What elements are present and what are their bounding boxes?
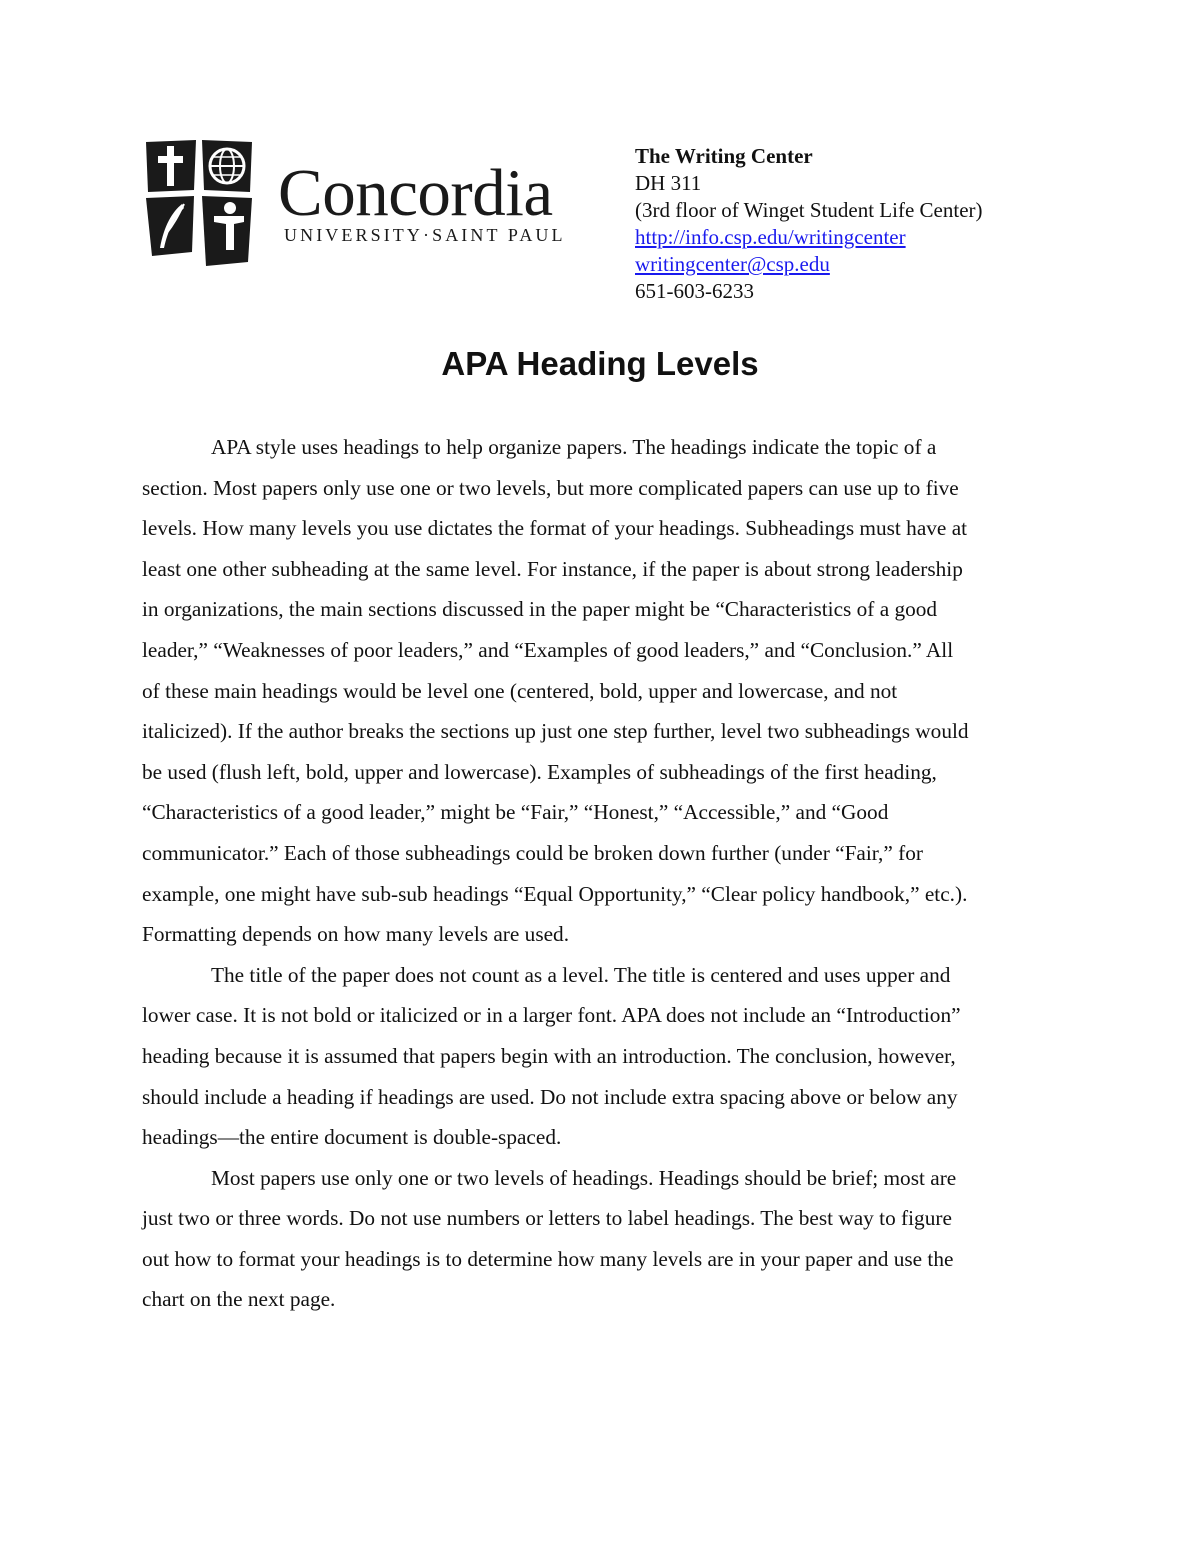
text-line: chart on the next page. — [142, 1287, 336, 1312]
text-line: Most papers use only one or two levels of headings. Headings should be brief; most are — [211, 1165, 957, 1190]
contact-block — [635, 143, 983, 305]
person-icon — [202, 196, 252, 266]
text-line: heading because it is assumed that papers begin with an introduction. The conclusion, however, — [142, 1043, 956, 1068]
page-title: APA Heading Levels — [441, 345, 759, 382]
logo-emblem — [144, 138, 256, 268]
text-line: least one other subheading at the same level. For instance, if the paper is about strong leadership — [142, 556, 963, 581]
globe-icon — [202, 140, 252, 192]
text-line: in organizations, the main sections discussed in the paper might be “Characteristics of a good — [142, 597, 938, 622]
text-line: The title of the paper does not count as a level. The title is centered and uses upper and — [211, 962, 951, 987]
text-line: be used (flush left, bold, upper and lowercase). Examples of subheadings of the first heading, — [142, 759, 937, 784]
text-line: should include a heading if headings are used. Do not include extra spacing above or below any — [142, 1084, 958, 1109]
email-link[interactable]: writingcenter@csp.edu — [635, 252, 830, 276]
phone-number: 651-603-6233 — [635, 279, 754, 303]
text-line: italicized). If the author breaks the sections up just one step further, level two subheadings would — [142, 719, 969, 744]
room-number: DH 311 — [635, 171, 702, 195]
document-body — [142, 427, 1062, 1320]
location-note: (3rd floor of Winget Student Life Center) — [635, 198, 983, 222]
text-line: Formatting depends on how many levels are used. — [142, 922, 570, 947]
cross-icon — [146, 140, 196, 192]
text-line: headings—the entire document is double-spaced. — [142, 1125, 562, 1150]
text-line: lower case. It is not bold or italicized or in a larger font. APA does not include an “Introduction” — [142, 1003, 961, 1028]
website-link[interactable]: http://info.csp.edu/writingcenter — [635, 225, 906, 249]
text-line: out how to format your headings is to determine how many levels are in your paper and use the — [142, 1246, 954, 1271]
text-line: “Characteristics of a good leader,” might be “Fair,” “Honest,” “Accessible,” and “Good — [142, 800, 889, 825]
paragraph-1 — [142, 427, 1062, 955]
text-line: just two or three words. Do not use numbers or letters to label headings. The best way to figure — [142, 1206, 952, 1231]
writing-center-name: The Writing Center — [635, 144, 813, 168]
logo-tagline: UNIVERSITY·SAINT PAUL — [284, 225, 566, 245]
text-line: APA style uses headings to help organize papers. The headings indicate the topic of a — [211, 435, 937, 459]
text-line: levels. How many levels you use dictates the format of your headings. Subheadings must have at — [142, 516, 968, 541]
text-line: of these main headings would be level one (centered, bold, upper and lowercase, and not — [142, 678, 898, 703]
paragraph-2 — [142, 955, 1062, 1158]
text-line: section. Most papers only use one or two levels, but more complicated papers can use up to five — [142, 475, 959, 500]
text-line: communicator.” Each of those subheadings could be broken down further (under “Fair,” for — [142, 840, 923, 865]
quill-icon — [146, 196, 194, 256]
logo-wordmark: Concordia — [278, 156, 553, 230]
text-line: leader,” “Weaknesses of poor leaders,” and “Examples of good leaders,” and “Conclusion.” All — [142, 637, 954, 662]
text-line: example, one might have sub-sub headings “Equal Opportunity,” “Clear policy handbook,” etc.). — [142, 881, 968, 906]
concordia-logo — [144, 138, 570, 268]
paragraph-3 — [142, 1158, 1062, 1320]
